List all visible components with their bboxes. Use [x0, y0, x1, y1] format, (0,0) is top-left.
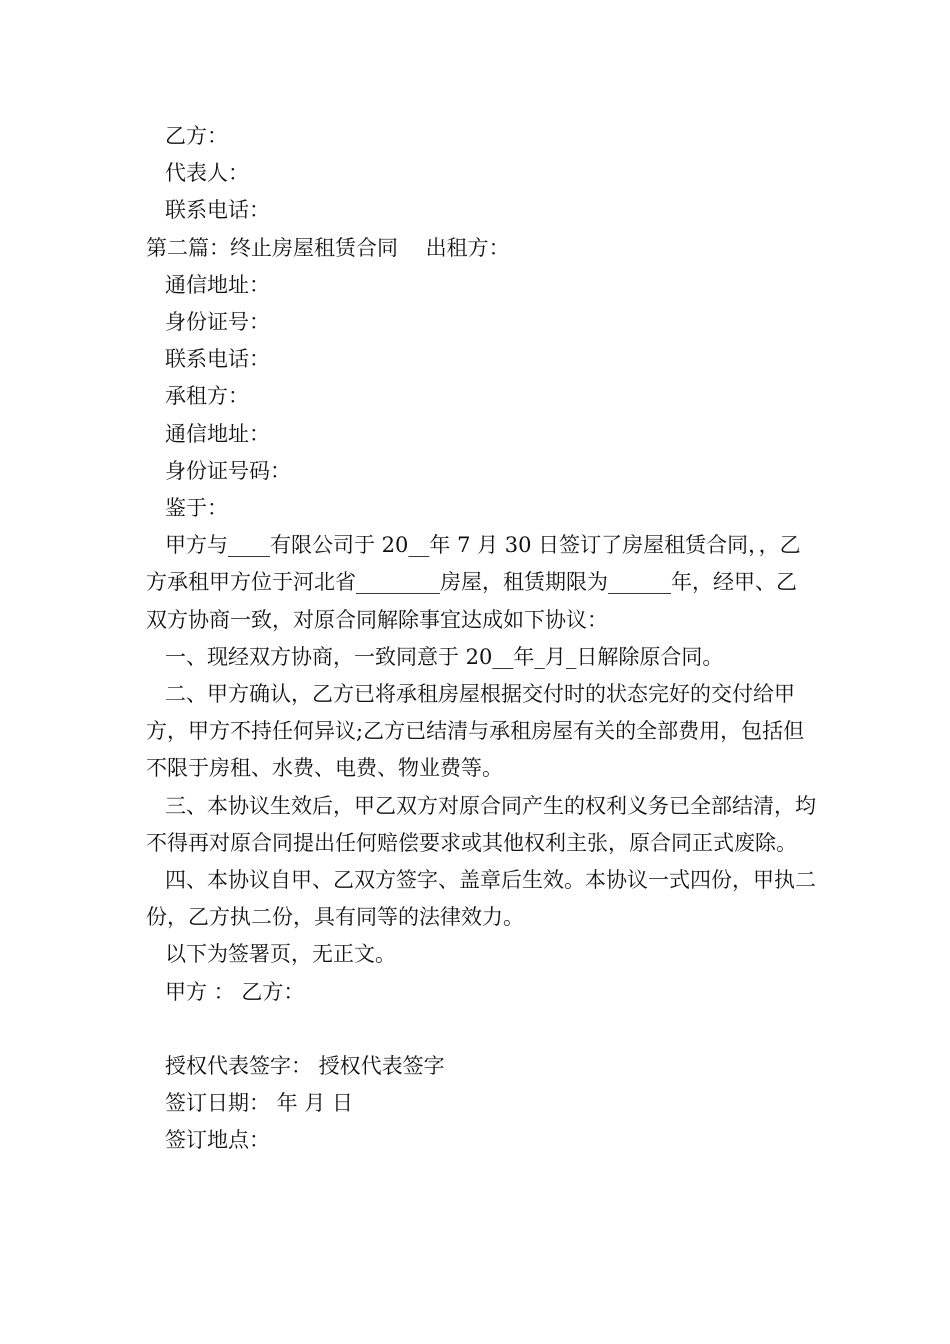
clause-2-paragraph: 二、甲方确认，乙方已将承租房屋根据交付时的状态完好的交付给甲方，甲方不持任何异议;乙方已结清与承租房屋有关的全部费用，包括但不限于房租、水费、电费、物业费等。 [146, 682, 805, 781]
blank-line [146, 1011, 816, 1048]
clause-1-paragraph: 一、现经双方协商，一致同意于 20__年_月_日解除原合同。 [165, 644, 724, 669]
clause-3-paragraph: 三、本协议生效后，甲乙双方对原合同产生的权利义务已全部结清，均不得再对原合同提出任何赔偿要求或其他权利主张，原合同正式废除。 [146, 793, 816, 855]
lessee-address-label: 通信地址： [165, 421, 270, 446]
phone-label: 联系电话： [165, 198, 270, 223]
sign-place-label: 签订地点： [165, 1128, 270, 1153]
lessor-address-label: 通信地址： [165, 272, 270, 297]
party-b-label: 乙方： [165, 124, 228, 148]
lessee-label: 承租方： [165, 384, 249, 409]
signature-note: 以下为签署页，无正文。 [165, 942, 396, 967]
lessee-id-label: 身份证号码： [165, 458, 291, 483]
lessor-id-label: 身份证号： [165, 310, 270, 335]
whereas-label: 鉴于： [165, 496, 228, 521]
section-two-heading: 第二篇：终止房屋租赁合同 出租方： [146, 235, 510, 260]
document-body [146, 118, 816, 1160]
clause-4-paragraph: 四、本协议自甲、乙双方签字、盖章后生效。本协议一式四份，甲执二份，乙方执二份，具有同等的法律效力。 [146, 868, 816, 930]
representative-label: 代表人： [165, 161, 249, 186]
authorized-sign-label: 授权代表签字： 授权代表签字 [165, 1054, 445, 1079]
signature-parties: 甲方 ： 乙方： [165, 979, 305, 1004]
lessor-phone-label: 联系电话： [165, 347, 270, 372]
recital-paragraph: 甲方与____有限公司于 20__年 7 月 30 日签订了房屋租赁合同，，乙方承租甲方位于河北省________房屋，租赁期限为______年，经甲、乙双方协商一致，对原合同解除事宜达成如下协议： [146, 533, 801, 632]
sign-date-label: 签订日期： 年 月 日 [165, 1091, 354, 1116]
